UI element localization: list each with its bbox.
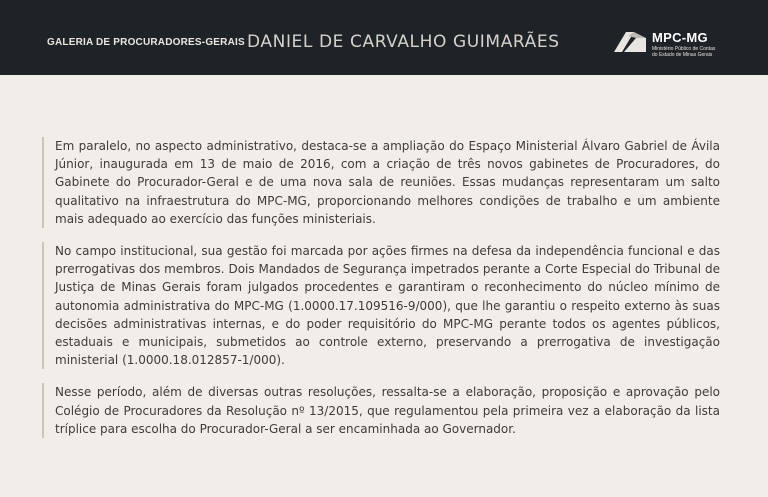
- logo-subtitle-1: Ministério Público de Contas: [652, 46, 716, 52]
- mpc-logo[interactable]: [612, 28, 722, 58]
- page-title: DANIEL DE CARVALHO GUIMARÃES: [247, 32, 560, 52]
- mpc-logo-icon: [612, 28, 648, 56]
- biography-content: [42, 137, 720, 452]
- gallery-label[interactable]: GALERIA DE PROCURADORES-GERAIS: [47, 37, 245, 48]
- logo-title: MPC-MG: [652, 30, 708, 45]
- paragraph-administrative: Em paralelo, no aspecto administrativo, destaca-se a ampliação do Espaço Ministerial Álvaro Gabriel de Ávila Júnior, inaugurada em 13 de maio de 2016, com a criação de três novos gabinetes de Procuradores, do Gabinete do Procurador-Geral e de uma nova sala de reuniões. Essas mudanças representaram um salto qualitativo na infraestrutura do MPC-MG, proporcionando melhores condições de trabalho e um ambiente mais adequado ao exercício das funções ministeriais.: [42, 137, 720, 228]
- paragraph-resolutions: Nesse período, além de diversas outras resoluções, ressalta-se a elaboração, proposição e aprovação pelo Colégio de Procuradores da Resolução nº 13/2015, que regulamentou pela primeira vez a elaboração da lista tríplice para escolha do Procurador-Geral a ser encaminhada ao Governador.: [42, 383, 720, 438]
- logo-subtitle-2: do Estado de Minas Gerais: [652, 52, 713, 58]
- paragraph-institutional: No campo institucional, sua gestão foi marcada por ações firmes na defesa da independência funcional e das prerrogativas dos membros. Dois Mandados de Segurança impetrados perante a Corte Especial do Tribunal de Justiça de Minas Gerais foram julgados procedentes e garantiram o reconhecimento do núcleo mínimo de autonomia administrativa do MPC-MG (1.0000.17.109516-9/000), que lhe garantiu o respeito externo às suas decisões administrativas internas, e do poder requisitório do MPC-MG perante todos os agentes públicos, estaduais e municipais, submetidos ao controle externo, preservando a prerrogativa de investigação ministerial (1.0000.18.012857-1/000).: [42, 242, 720, 369]
- top-bar: [0, 0, 768, 75]
